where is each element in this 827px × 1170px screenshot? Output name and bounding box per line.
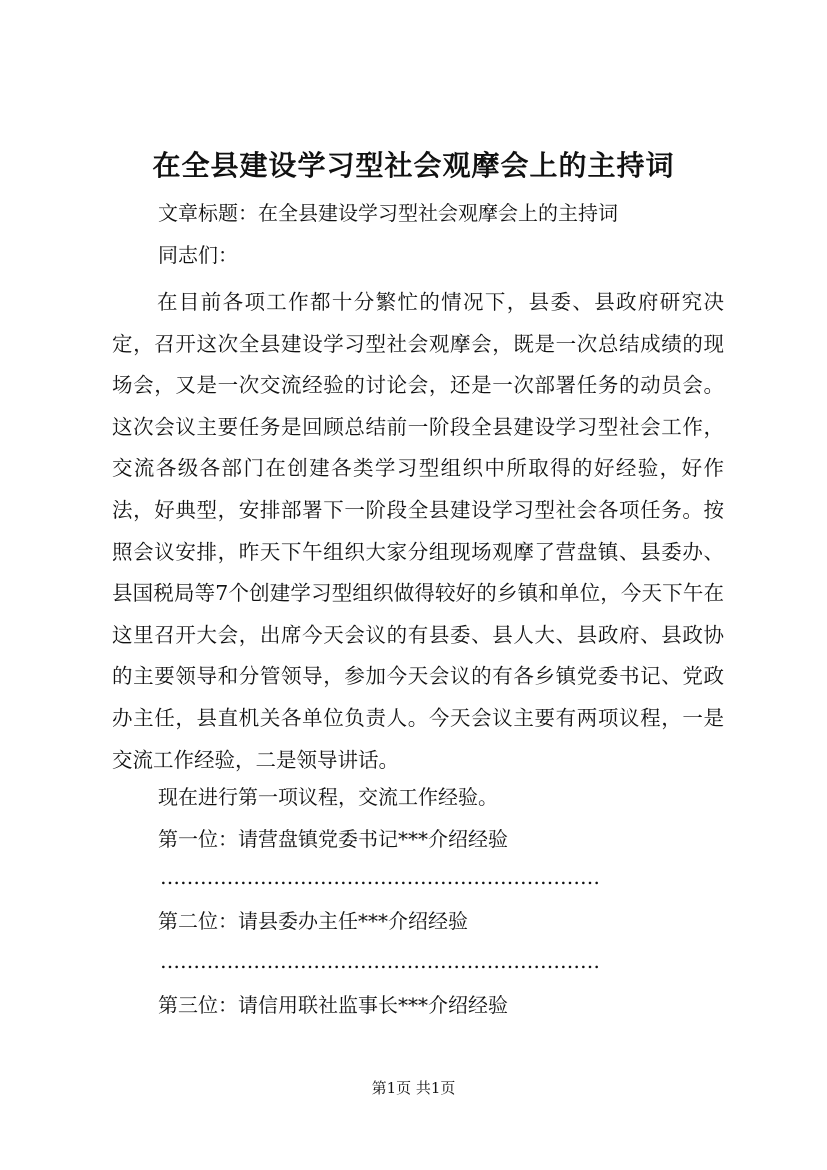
speaker-2: 第二位：请县委办主任***介绍经验 <box>158 909 468 933</box>
dot-leader-2: ………………………………………………………… <box>160 949 600 973</box>
main-paragraph: 在目前各项工作都十分繁忙的情况下，县委、县政府研究决定，召开这次全县建设学习型社会观摩会，既是一次总结成绩的现场会，又是一次交流经验的讨论会，还是一次部署任务的动员会。这次会议主要任务是回顾总结前一阶段全县建设学习型社会工作，交流各级各部门在创建各类学习型组织中所取得的好经验，好作法，好典型，安排部署下一阶段全县建设学习型社会各项任务。按照会议安排，昨天下午组织大家分组现场观摩了营盘镇、县委办、县国税局等7个创建学习型组织做得较好的乡镇和单位，今天下午在这里召开大会，出席今天会议的有县委、县人大、县政府、县政协的主要领导和分管领导，参加今天会议的有各乡镇党委书记、党政办主任，县直机关各单位负责人。今天会议主要有两项议程，一是交流工作经验，二是领导讲话。 <box>112 290 724 772</box>
page-footer: 第1页 共1页 <box>371 1079 456 1097</box>
greeting: 同志们： <box>158 243 238 267</box>
speaker-1: 第一位：请营盘镇党委书记***介绍经验 <box>158 827 508 851</box>
article-title-line: 文章标题：在全县建设学习型社会观摩会上的主持词 <box>158 201 618 225</box>
document-title: 在全县建设学习型社会观摩会上的主持词 <box>152 149 675 182</box>
dot-leader-1: ………………………………………………………… <box>160 865 600 889</box>
agenda-intro: 现在进行第一项议程，交流工作经验。 <box>158 785 498 809</box>
speaker-3: 第三位：请信用联社监事长***介绍经验 <box>158 993 508 1017</box>
